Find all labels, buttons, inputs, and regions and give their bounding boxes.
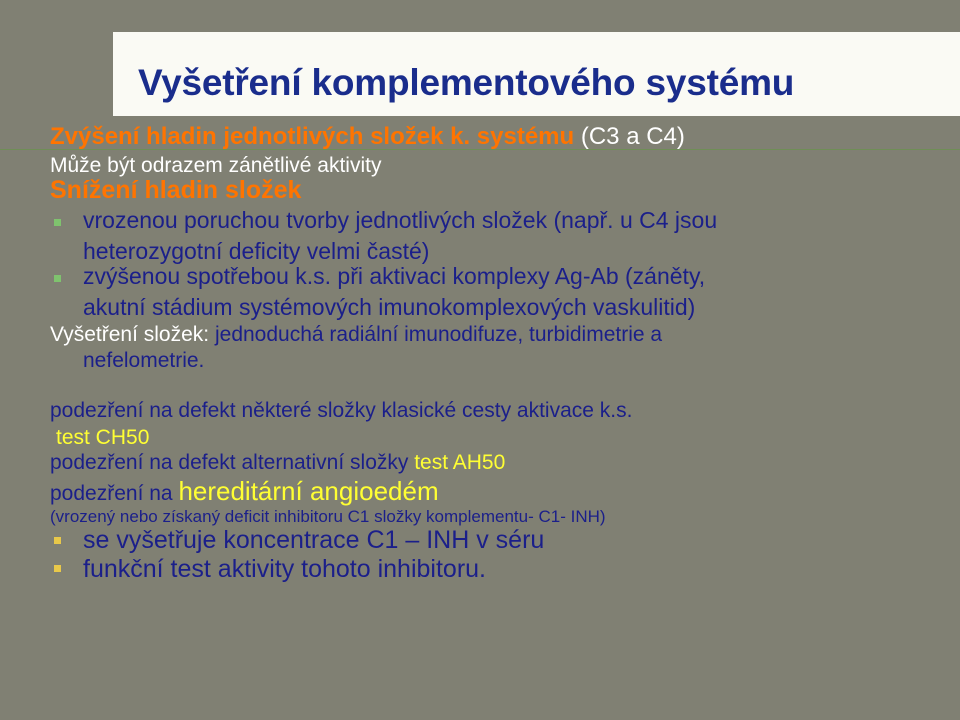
decreased-levels-heading: Snížení hladin složek — [50, 176, 302, 204]
bullet-congenital-line1: vrozenou poruchou tvorby jednotlivých složek (např. u C4 jsou — [83, 207, 718, 233]
bullet-consumption-line1: zvýšenou spotřebou k.s. při aktivaci komplexy Ag-Ab (záněty, — [83, 263, 706, 289]
examination-methods: jednoduchá radiální imunodifuze, turbidimetrie a — [214, 323, 663, 346]
bullet-inhibitor-activity: funkční test aktivity tohoto inhibitoru. — [83, 555, 486, 583]
bullet-consumption-line2: akutní stádium systémových imunokomplexových vaskulitid) — [83, 294, 696, 320]
bullet-green-2 — [54, 275, 61, 282]
slide-title: Vyšetření komplementového systému — [138, 62, 795, 103]
bullet-gold-1 — [54, 537, 61, 544]
bullet-c1-inh-concentration: se vyšetřuje koncentrace C1 – INH v séru — [83, 526, 545, 554]
alternative-pathway-text: podezření na defekt alternativní složky — [50, 451, 409, 474]
bullet-congenital-line2: heterozygotní deficity velmi časté) — [83, 238, 430, 264]
elevated-levels-heading: Zvýšení hladin jednotlivých složek k. systému — [50, 123, 575, 150]
test-ch50: test CH50 — [56, 426, 150, 449]
line-angioedema — [50, 478, 439, 504]
bullet-gold-2 — [54, 565, 61, 572]
examination-methods-line2: nefelometrie. — [83, 349, 205, 372]
angioedema-highlight: hereditární angioedém — [178, 476, 439, 506]
line-examination — [50, 324, 662, 345]
angioedema-text: podezření na — [50, 482, 179, 505]
line-c1-inh-deficit: (vrozený nebo získaný deficit inhibitoru C1 složky komplementu- C1- INH) — [50, 507, 606, 526]
elevated-levels-tail: (C3 a C4) — [574, 123, 685, 150]
examination-label: Vyšetření složek: — [50, 323, 215, 346]
line-classical-pathway: podezření na defekt některé složky klasické cesty aktivace k.s. — [50, 399, 633, 422]
line-alternative-pathway — [50, 452, 505, 473]
bullet-green-1 — [54, 219, 61, 226]
test-ah50: test AH50 — [414, 451, 506, 474]
line-inflammation: Může být odrazem zánětlivé aktivity — [50, 154, 382, 177]
line-elevated-levels — [50, 125, 685, 149]
